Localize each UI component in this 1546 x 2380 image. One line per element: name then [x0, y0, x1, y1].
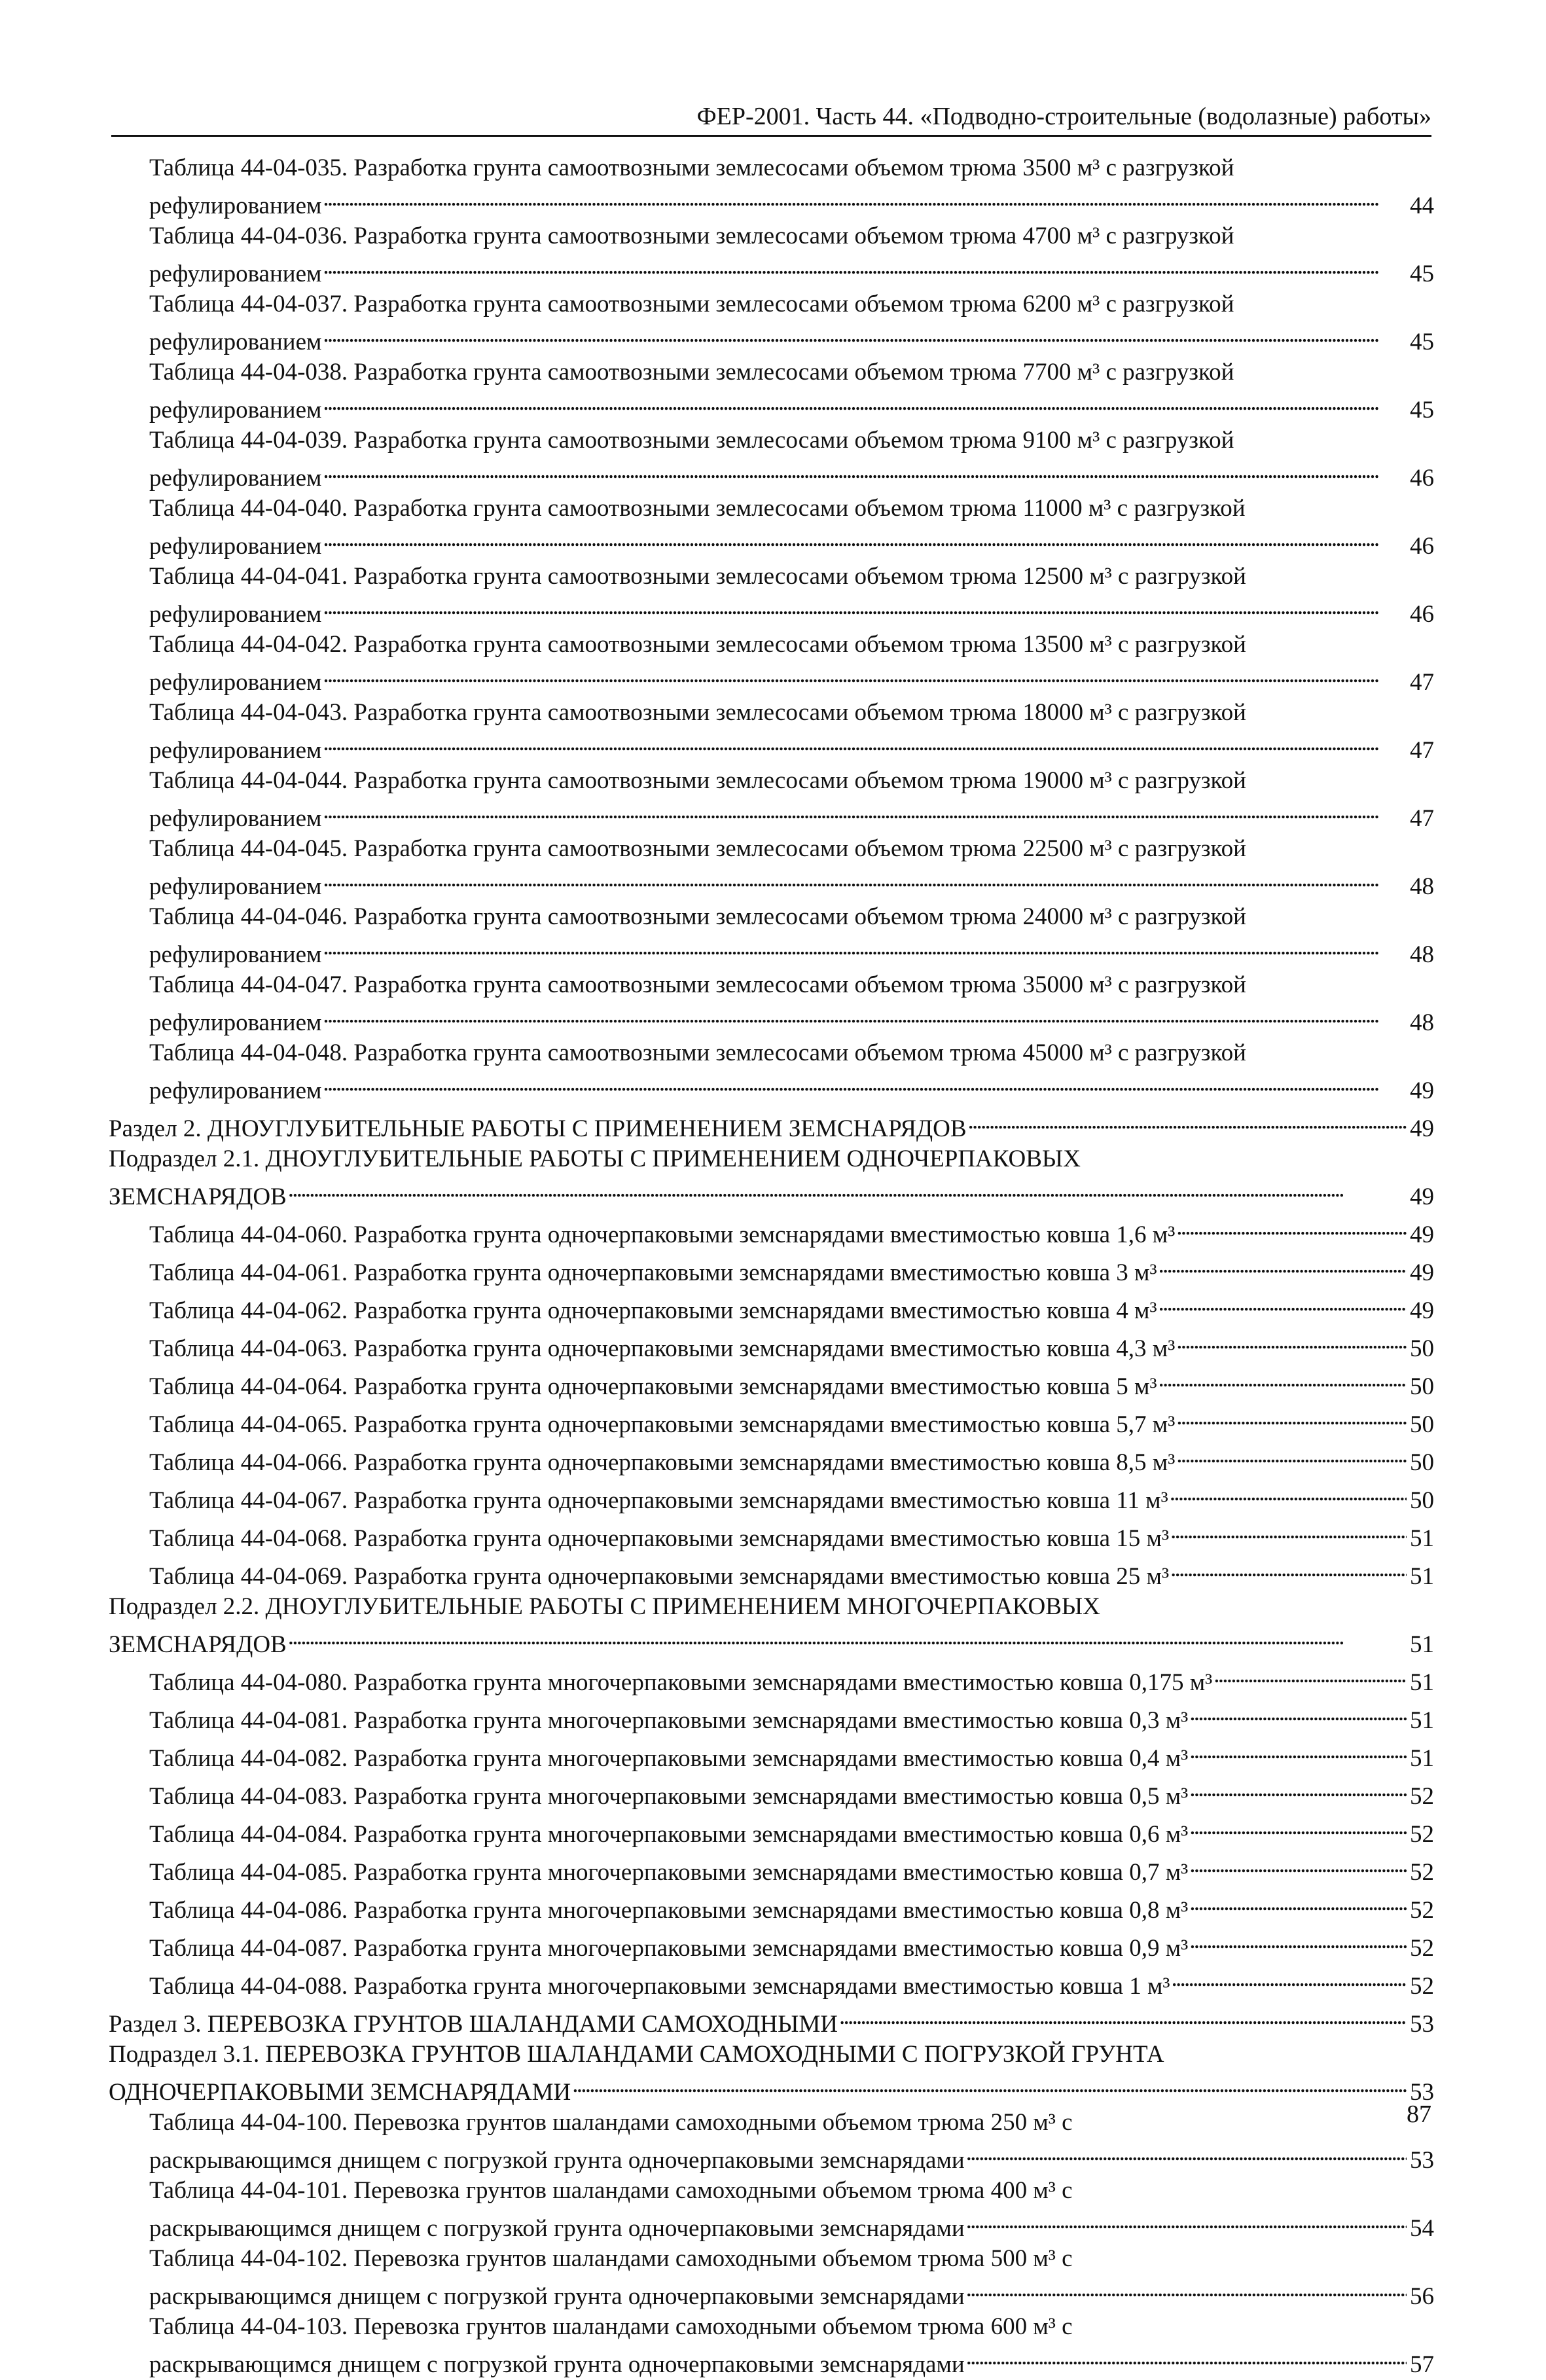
toc-entry-leader-line	[149, 1964, 1434, 2002]
toc-entry[interactable]	[109, 2312, 1434, 2380]
toc-entry[interactable]	[109, 1478, 1434, 1516]
toc-entry-leader-line	[149, 2274, 1434, 2312]
toc-entry-leader-line	[149, 1326, 1434, 1364]
dot-leader	[572, 2070, 1407, 2100]
toc-page-number: 50	[1410, 1335, 1434, 1362]
toc-entry[interactable]	[109, 1698, 1434, 1736]
toc-page-number: 51	[1410, 1745, 1434, 1772]
toc-page-number: 52	[1410, 1973, 1434, 2000]
toc-entry-leader-line	[149, 592, 1434, 630]
toc-entry-title: Таблица 44-04-100. Перевозка грунтов шаландами самоходными объемом трюма 250 м³ с	[149, 2109, 1073, 2136]
running-header: ФЕР-2001. Часть 44. «Подводно-строительные (водолазные) работы»	[696, 103, 1431, 130]
dot-leader	[323, 592, 1407, 622]
dot-leader	[1170, 1554, 1407, 1584]
toc-entry-leader-line	[149, 2138, 1434, 2176]
toc-entry-leader-line	[149, 319, 1434, 357]
dot-leader	[839, 2002, 1407, 2032]
toc-entry-title-continuation: раскрывающимся днищем с погрузкой грунта одночерпаковыми земснарядами	[149, 2215, 965, 2242]
toc-page-number: 47	[1410, 737, 1434, 764]
toc-entry-title-continuation: раскрывающимся днищем с погрузкой грунта одночерпаковыми земснарядами	[149, 2283, 965, 2310]
toc-entry-title-continuation: рефулированием	[149, 601, 322, 628]
toc-entry-title-continuation: рефулированием	[149, 329, 322, 355]
toc-page-number: 57	[1410, 2351, 1434, 2378]
toc-entry[interactable]	[109, 1736, 1434, 1774]
toc-entry-title: Таблица 44-04-064. Разработка грунта одночерпаковыми земснарядами вместимостью ковша 5 м³	[149, 1373, 1157, 1400]
toc-entry-title-continuation: ЗЕМСНАРЯДОВ	[109, 1631, 287, 1658]
dot-leader	[966, 2274, 1407, 2304]
toc-page-number: 49	[1410, 1221, 1434, 1248]
toc-entry[interactable]	[109, 1554, 1434, 1592]
toc-entry-leader-line	[149, 1888, 1434, 1926]
toc-page-number: 46	[1410, 465, 1434, 492]
toc-entry-title-continuation: рефулированием	[149, 397, 322, 424]
table-of-contents	[109, 153, 1434, 2380]
toc-entry-leader-line	[149, 1850, 1434, 1888]
toc-entry-title-continuation: рефулированием	[149, 737, 322, 764]
toc-page-number: 44	[1410, 192, 1434, 219]
dot-leader	[1189, 1888, 1407, 1918]
toc-entry[interactable]	[109, 2176, 1434, 2244]
toc-entry-title: Таблица 44-04-037. Разработка грунта самоотвозными землесосами объемом трюма 6200 м³ с разгрузкой	[149, 291, 1234, 317]
toc-entry-leader-line	[149, 1660, 1434, 1698]
toc-entry-title-continuation: рефулированием	[149, 941, 322, 968]
toc-entry-title-continuation: рефулированием	[149, 1009, 322, 1036]
toc-entry-leader-line	[149, 1736, 1434, 1774]
dot-leader	[323, 251, 1407, 281]
toc-entry-title: Таблица 44-04-061. Разработка грунта одночерпаковыми земснарядами вместимостью ковша 3 м³	[149, 1259, 1157, 1286]
toc-page-number: 49	[1410, 1115, 1434, 1142]
page-number: 87	[1407, 2101, 1431, 2128]
toc-entry-leader-line	[149, 932, 1434, 970]
toc-page-number: 48	[1410, 1009, 1434, 1036]
toc-page-number: 51	[1410, 1707, 1434, 1734]
toc-page-number: 49	[1410, 1297, 1434, 1324]
toc-entry-title: Таблица 44-04-038. Разработка грунта самоотвозными землесосами объемом трюма 7700 м³ с разгрузкой	[149, 359, 1234, 386]
dot-leader	[1176, 1326, 1407, 1356]
toc-entry[interactable]	[109, 1402, 1434, 1440]
toc-entry[interactable]	[109, 698, 1434, 766]
toc-entry-leader-line	[109, 1106, 1434, 1144]
toc-entry-leader-line	[149, 2206, 1434, 2244]
toc-entry-title-continuation: рефулированием	[149, 465, 322, 492]
toc-entry-title: Таблица 44-04-060. Разработка грунта одночерпаковыми земснарядами вместимостью ковша 1,6 м³	[149, 1221, 1176, 1248]
toc-entry-title: Таблица 44-04-042. Разработка грунта самоотвозными землесосами объемом трюма 13500 м³ с разгрузкой	[149, 631, 1246, 658]
toc-entry-title: Таблица 44-04-065. Разработка грунта одночерпаковыми земснарядами вместимостью ковша 5,7 м³	[149, 1411, 1176, 1438]
toc-entry[interactable]	[109, 1774, 1434, 1812]
toc-entry-title: Подраздел 2.2. ДНОУГЛУБИТЕЛЬНЫЕ РАБОТЫ С ПРИМЕНЕНИЕМ МНОГОЧЕРПАКОВЫХ	[109, 1593, 1100, 1620]
toc-entry[interactable]	[109, 153, 1434, 221]
toc-page-number: 56	[1410, 2283, 1434, 2310]
toc-page-number: 53	[1410, 2079, 1434, 2106]
toc-entry[interactable]	[109, 1038, 1434, 1106]
dot-leader	[1170, 1516, 1407, 1546]
toc-page-number: 52	[1410, 1821, 1434, 1848]
toc-entry-leader-line	[149, 1364, 1434, 1402]
toc-entry[interactable]	[109, 2244, 1434, 2312]
toc-entry-title-continuation: рефулированием	[149, 261, 322, 287]
toc-page-number: 54	[1410, 2215, 1434, 2242]
toc-entry[interactable]	[109, 2040, 1434, 2108]
toc-entry-leader-line	[149, 1812, 1434, 1850]
toc-entry-title: Таблица 44-04-048. Разработка грунта самоотвозными землесосами объемом трюма 45000 м³ с разгрузкой	[149, 1039, 1246, 1066]
toc-entry-title: Таблица 44-04-085. Разработка грунта многочерпаковыми земснарядами вместимостью ковша 0,7 м³	[149, 1859, 1189, 1886]
toc-entry-title: Таблица 44-04-069. Разработка грунта одночерпаковыми земснарядами вместимостью ковша 25 м³	[149, 1563, 1170, 1590]
toc-entry-title: Подраздел 2.1. ДНОУГЛУБИТЕЛЬНЫЕ РАБОТЫ С ПРИМЕНЕНИЕМ ОДНОЧЕРПАКОВЫХ	[109, 1145, 1081, 1172]
toc-entry-title: Таблица 44-04-084. Разработка грунта многочерпаковыми земснарядами вместимостью ковша 0,6 м³	[149, 1821, 1189, 1848]
toc-entry-title: Таблица 44-04-036. Разработка грунта самоотвозными землесосами объемом трюма 4700 м³ с разгрузкой	[149, 223, 1234, 249]
toc-entry-title: Раздел 3. ПЕРЕВОЗКА ГРУНТОВ ШАЛАНДАМИ САМОХОДНЫМИ	[109, 2011, 838, 2038]
toc-entry-leader-line	[109, 2070, 1434, 2108]
toc-page-number: 45	[1410, 261, 1434, 287]
toc-entry-title-continuation: ЗЕМСНАРЯДОВ	[109, 1183, 287, 1210]
toc-entry-leader-line	[149, 1000, 1434, 1038]
toc-entry-leader-line	[109, 1174, 1434, 1212]
toc-page-number: 45	[1410, 329, 1434, 355]
toc-entry-title-continuation: рефулированием	[149, 873, 322, 900]
toc-entry-title: Таблица 44-04-101. Перевозка грунтов шаландами самоходными объемом трюма 400 м³ с	[149, 2177, 1073, 2204]
toc-entry-title: Таблица 44-04-041. Разработка грунта самоотвозными землесосами объемом трюма 12500 м³ с разгрузкой	[149, 563, 1246, 590]
toc-entry-leader-line	[149, 1288, 1434, 1326]
toc-entry-title-continuation: рефулированием	[149, 533, 322, 560]
toc-page-number: 52	[1410, 1935, 1434, 1962]
toc-entry-leader-line	[149, 1516, 1434, 1554]
dot-leader	[966, 2138, 1407, 2168]
toc-entry-title: Таблица 44-04-045. Разработка грунта самоотвозными землесосами объемом трюма 22500 м³ с разгрузкой	[149, 835, 1246, 862]
dot-leader	[1189, 1926, 1407, 1956]
dot-leader	[1189, 1850, 1407, 1880]
toc-entry-leader-line	[149, 1440, 1434, 1478]
toc-entry[interactable]	[109, 834, 1434, 902]
dot-leader	[323, 183, 1407, 213]
toc-entry[interactable]	[109, 1364, 1434, 1402]
toc-entry[interactable]	[109, 630, 1434, 698]
dot-leader	[323, 388, 1407, 418]
toc-entry-title: Таблица 44-04-082. Разработка грунта многочерпаковыми земснарядами вместимостью ковша 0,4 м³	[149, 1745, 1189, 1772]
toc-page-number: 48	[1410, 873, 1434, 900]
header-rule	[111, 135, 1431, 137]
toc-entry[interactable]	[109, 289, 1434, 357]
toc-page-number: 50	[1410, 1411, 1434, 1438]
toc-entry[interactable]	[109, 1516, 1434, 1554]
toc-entry-title: Таблица 44-04-088. Разработка грунта многочерпаковыми земснарядами вместимостью ковша 1 м³	[149, 1973, 1170, 2000]
toc-entry-title: Подраздел 3.1. ПЕРЕВОЗКА ГРУНТОВ ШАЛАНДАМИ САМОХОДНЫМИ С ПОГРУЗКОЙ ГРУНТА	[109, 2041, 1164, 2068]
toc-entry-title-continuation: раскрывающимся днищем с погрузкой грунта одночерпаковыми земснарядами	[149, 2351, 965, 2378]
toc-entry-leader-line	[149, 864, 1434, 902]
dot-leader	[323, 864, 1407, 894]
toc-entry[interactable]	[109, 562, 1434, 630]
dot-leader	[323, 319, 1407, 350]
toc-page-number: 50	[1410, 1449, 1434, 1476]
toc-entry-leader-line	[149, 660, 1434, 698]
dot-leader	[323, 728, 1407, 758]
toc-entry[interactable]	[109, 902, 1434, 970]
toc-entry-leader-line	[149, 456, 1434, 494]
toc-entry-title-continuation: раскрывающимся днищем с погрузкой грунта одночерпаковыми земснарядами	[149, 2147, 965, 2174]
toc-entry[interactable]	[109, 1106, 1434, 1144]
toc-entry-leader-line	[149, 1250, 1434, 1288]
toc-entry[interactable]	[109, 1926, 1434, 1964]
toc-entry[interactable]	[109, 1592, 1434, 1660]
toc-entry[interactable]	[109, 425, 1434, 494]
toc-page-number: 45	[1410, 397, 1434, 424]
toc-entry-leader-line	[149, 524, 1434, 562]
dot-leader	[288, 1622, 1407, 1652]
dot-leader	[1213, 1660, 1407, 1690]
toc-entry[interactable]	[109, 1812, 1434, 1850]
toc-entry[interactable]	[109, 1250, 1434, 1288]
toc-entry[interactable]	[109, 1288, 1434, 1326]
toc-page-number: 51	[1410, 1669, 1434, 1696]
toc-entry-leader-line	[149, 183, 1434, 221]
toc-entry-leader-line	[149, 1402, 1434, 1440]
toc-page-number: 53	[1410, 2011, 1434, 2038]
toc-page-number: 47	[1410, 805, 1434, 832]
toc-page-number: 52	[1410, 1859, 1434, 1886]
toc-page-number: 52	[1410, 1897, 1434, 1924]
toc-page-number: 51	[1410, 1563, 1434, 1590]
toc-page-number: 52	[1410, 1783, 1434, 1810]
toc-page-number: 49	[1410, 1077, 1434, 1104]
toc-page-number: 51	[1410, 1631, 1434, 1658]
toc-entry-leader-line	[109, 1622, 1434, 1660]
toc-entry[interactable]	[109, 1964, 1434, 2002]
toc-entry-title: Таблица 44-04-062. Разработка грунта одночерпаковыми земснарядами вместимостью ковша 4 м³	[149, 1297, 1157, 1324]
toc-entry-title: Раздел 2. ДНОУГЛУБИТЕЛЬНЫЕ РАБОТЫ С ПРИМЕНЕНИЕМ ЗЕМСНАРЯДОВ	[109, 1115, 967, 1142]
dot-leader	[1176, 1212, 1407, 1242]
toc-page-number: 48	[1410, 941, 1434, 968]
toc-entry-title: Таблица 44-04-044. Разработка грунта самоотвозными землесосами объемом трюма 19000 м³ с разгрузкой	[149, 767, 1246, 794]
dot-leader	[968, 1106, 1407, 1136]
toc-entry-title: Таблица 44-04-066. Разработка грунта одночерпаковыми земснарядами вместимостью ковша 8,5 м³	[149, 1449, 1176, 1476]
toc-entry[interactable]	[109, 766, 1434, 834]
dot-leader	[323, 456, 1407, 486]
toc-page-number: 50	[1410, 1487, 1434, 1514]
toc-entry[interactable]	[109, 970, 1434, 1038]
toc-entry-title: Таблица 44-04-063. Разработка грунта одночерпаковыми земснарядами вместимостью ковша 4,3 м³	[149, 1335, 1176, 1362]
toc-entry-title-continuation: рефулированием	[149, 1077, 322, 1104]
dot-leader	[323, 660, 1407, 690]
dot-leader	[323, 1000, 1407, 1030]
dot-leader	[1176, 1402, 1407, 1432]
toc-entry-title: Таблица 44-04-081. Разработка грунта многочерпаковыми земснарядами вместимостью ковша 0,3 м³	[149, 1707, 1189, 1734]
toc-entry-title: Таблица 44-04-039. Разработка грунта самоотвозными землесосами объемом трюма 9100 м³ с разгрузкой	[149, 427, 1234, 454]
toc-page-number: 53	[1410, 2147, 1434, 2174]
toc-entry-title: Таблица 44-04-087. Разработка грунта многочерпаковыми земснарядами вместимостью ковша 0,9 м³	[149, 1935, 1189, 1962]
dot-leader	[323, 1068, 1407, 1098]
toc-entry[interactable]	[109, 1850, 1434, 1888]
toc-entry-title: Таблица 44-04-083. Разработка грунта многочерпаковыми земснарядами вместимостью ковша 0,5 м³	[149, 1783, 1189, 1810]
dot-leader	[1189, 1698, 1407, 1728]
toc-entry-leader-line	[149, 1212, 1434, 1250]
dot-leader	[1176, 1440, 1407, 1470]
toc-entry[interactable]	[109, 1440, 1434, 1478]
toc-entry-leader-line	[149, 1068, 1434, 1106]
dot-leader	[1159, 1364, 1407, 1394]
toc-page-number: 46	[1410, 533, 1434, 560]
toc-entry[interactable]	[109, 1326, 1434, 1364]
toc-entry-title: Таблица 44-04-035. Разработка грунта самоотвозными землесосами объемом трюма 3500 м³ с разгрузкой	[149, 154, 1234, 181]
toc-page-number: 50	[1410, 1373, 1434, 1400]
toc-entry-leader-line	[109, 2002, 1434, 2040]
toc-entry-title: Таблица 44-04-046. Разработка грунта самоотвозными землесосами объемом трюма 24000 м³ с разгрузкой	[149, 903, 1246, 930]
toc-entry[interactable]	[109, 1888, 1434, 1926]
dot-leader	[323, 796, 1407, 826]
dot-leader	[1159, 1250, 1407, 1280]
toc-entry-leader-line	[149, 796, 1434, 834]
toc-entry[interactable]	[109, 2002, 1434, 2040]
toc-entry-leader-line	[149, 1774, 1434, 1812]
toc-entry-leader-line	[149, 1478, 1434, 1516]
dot-leader	[1189, 1774, 1407, 1804]
toc-entry-title-continuation: рефулированием	[149, 192, 322, 219]
toc-entry-title-continuation: рефулированием	[149, 805, 322, 832]
toc-entry-title: Таблица 44-04-102. Перевозка грунтов шаландами самоходными объемом трюма 500 м³ с	[149, 2245, 1073, 2272]
dot-leader	[288, 1174, 1407, 1204]
toc-entry[interactable]	[109, 221, 1434, 289]
toc-entry-title-continuation: ОДНОЧЕРПАКОВЫМИ ЗЕМСНАРЯДАМИ	[109, 2079, 571, 2106]
toc-entry[interactable]	[109, 1660, 1434, 1698]
toc-entry-title: Таблица 44-04-068. Разработка грунта одночерпаковыми земснарядами вместимостью ковша 15 м³	[149, 1525, 1170, 1552]
dot-leader	[966, 2342, 1407, 2372]
toc-entry-leader-line	[149, 728, 1434, 766]
toc-page-number: 46	[1410, 601, 1434, 628]
toc-entry-title: Таблица 44-04-047. Разработка грунта самоотвозными землесосами объемом трюма 35000 м³ с разгрузкой	[149, 971, 1246, 998]
toc-page-number: 47	[1410, 669, 1434, 696]
toc-entry-title: Таблица 44-04-067. Разработка грунта одночерпаковыми земснарядами вместимостью ковша 11 м³	[149, 1487, 1168, 1514]
dot-leader	[966, 2206, 1407, 2236]
toc-entry-leader-line	[149, 251, 1434, 289]
dot-leader	[323, 524, 1407, 554]
dot-leader	[1189, 1736, 1407, 1766]
toc-page-number: 49	[1410, 1259, 1434, 1286]
dot-leader	[1159, 1288, 1407, 1318]
toc-entry-title: Таблица 44-04-040. Разработка грунта самоотвозными землесосами объемом трюма 11000 м³ с разгрузкой	[149, 495, 1246, 522]
toc-entry[interactable]	[109, 2108, 1434, 2176]
toc-entry-leader-line	[149, 1926, 1434, 1964]
toc-entry-title: Таблица 44-04-103. Перевозка грунтов шаландами самоходными объемом трюма 600 м³ с	[149, 2313, 1073, 2340]
toc-entry-leader-line	[149, 388, 1434, 425]
toc-entry-title: Таблица 44-04-043. Разработка грунта самоотвозными землесосами объемом трюма 18000 м³ с разгрузкой	[149, 699, 1246, 726]
toc-entry[interactable]	[109, 494, 1434, 562]
dot-leader	[1170, 1478, 1407, 1508]
dot-leader	[1171, 1964, 1407, 1994]
toc-entry[interactable]	[109, 1144, 1434, 1212]
dot-leader	[1189, 1812, 1407, 1842]
toc-page-number: 49	[1410, 1183, 1434, 1210]
toc-entry-title: Таблица 44-04-080. Разработка грунта многочерпаковыми земснарядами вместимостью ковша 0,175 м³	[149, 1669, 1213, 1696]
toc-entry-title: Таблица 44-04-086. Разработка грунта многочерпаковыми земснарядами вместимостью ковша 0,8 м³	[149, 1897, 1189, 1924]
dot-leader	[323, 932, 1407, 962]
toc-entry-title-continuation: рефулированием	[149, 669, 322, 696]
toc-page-number: 51	[1410, 1525, 1434, 1552]
toc-entry-leader-line	[149, 1698, 1434, 1736]
toc-entry-leader-line	[149, 1554, 1434, 1592]
toc-entry-leader-line	[149, 2342, 1434, 2380]
toc-entry[interactable]	[109, 1212, 1434, 1250]
toc-entry[interactable]	[109, 357, 1434, 425]
